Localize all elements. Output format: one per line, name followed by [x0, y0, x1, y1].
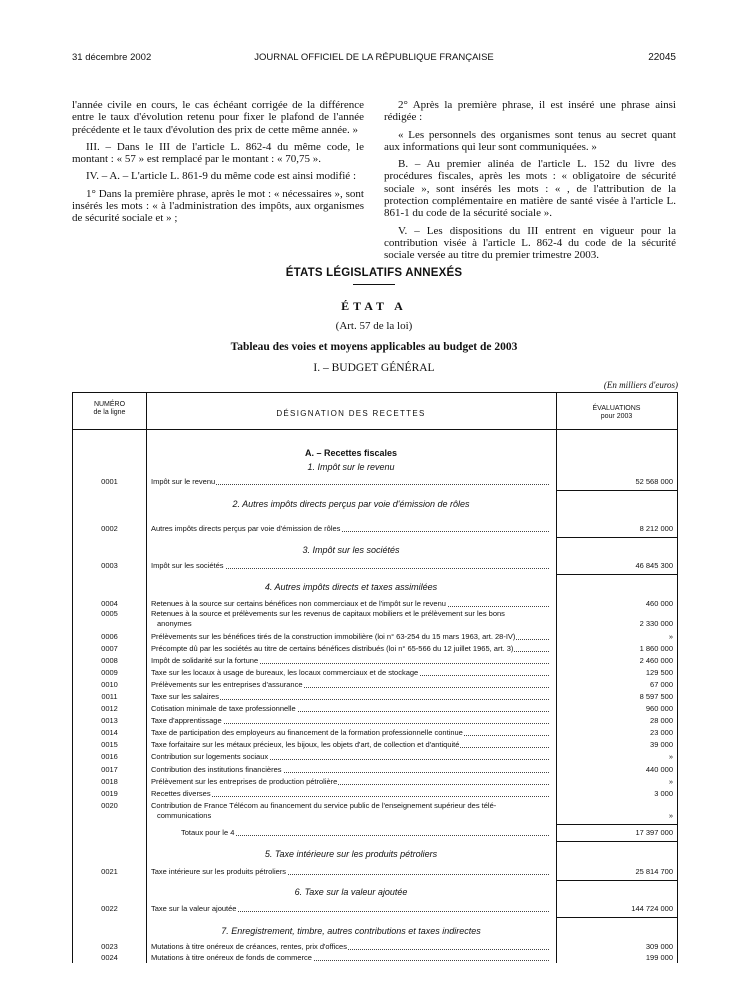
column-header-evaluations — [556, 405, 677, 421]
designation: Taxe d'apprentissage — [151, 716, 551, 726]
line-number: 0018 — [101, 777, 118, 786]
section-heading: 5. Taxe intérieure sur les produits pétroliers — [264, 849, 438, 859]
designation: Prélèvement sur les entreprises de production pétrolière — [151, 777, 551, 787]
budget-table — [72, 392, 678, 963]
budget-title: I. – BUDGET GÉNÉRAL — [313, 362, 435, 374]
designation: Impôt de solidarité sur la fortune — [151, 656, 551, 666]
section-heading: A. – Recettes fiscales — [304, 448, 398, 458]
evaluation: 2 330 000 — [639, 619, 673, 628]
evaluation: » — [668, 777, 673, 786]
evaluation: 8 212 000 — [639, 524, 673, 533]
evaluation: 2 460 000 — [639, 656, 673, 665]
table-row — [73, 477, 677, 487]
designation: Retenues à la source sur certains bénéfices non commerciaux et de l'impôt sur le revenu — [151, 599, 551, 609]
evaluation: 3 000 — [654, 789, 673, 798]
line-number: 0024 — [101, 953, 118, 962]
section-heading: 7. Enregistrement, timbre, autres contributions et taxes indirectes — [221, 926, 481, 936]
evaluation: 28 000 — [650, 716, 673, 725]
header-journal-title: JOURNAL OFFICIEL DE LA RÉPUBLIQUE FRANÇAISE — [254, 52, 494, 63]
table-row — [73, 656, 677, 666]
divider — [353, 284, 395, 285]
page-header — [72, 50, 676, 66]
designation-line: Retenues à la source et prélèvements sur les revenus de capitaux mobiliers et le prélèvement sur les bons — [151, 609, 505, 618]
table-row — [73, 668, 677, 678]
evaluation: 440 000 — [645, 765, 673, 774]
section-heading: 2. Autres impôts directs perçus par voie d'émission de rôles — [232, 499, 470, 509]
table-row — [73, 692, 677, 702]
line-number: 0013 — [101, 716, 118, 725]
line-number: 0006 — [101, 632, 118, 641]
designation: Cotisation minimale de taxe professionnelle — [151, 704, 551, 714]
line-number: 0009 — [101, 668, 118, 677]
evaluation: » — [668, 811, 673, 820]
table-row — [73, 644, 677, 654]
evaluation: » — [668, 752, 673, 761]
evaluation: 129 500 — [645, 668, 673, 677]
evaluation: 46 845 300 — [635, 561, 673, 570]
evaluation: 1 860 000 — [639, 644, 673, 653]
line-number: 0017 — [101, 765, 118, 774]
evaluation: 960 000 — [645, 704, 673, 713]
evaluation: 8 597 500 — [639, 692, 673, 701]
section-heading: 3. Impôt sur les sociétés — [302, 545, 400, 555]
designation — [151, 801, 551, 820]
row-divider — [556, 574, 677, 575]
designation: Contribution sur logements sociaux — [151, 752, 551, 762]
designation: Précompte dû par les sociétés au titre de certains bénéfices distribués (loi n° 65-566 du 12 juillet 1965, art. 3) — [151, 644, 551, 654]
left-column — [72, 99, 364, 230]
paragraph: III. – Dans le III de l'article L. 862-4 du même code, le montant : « 57 » est remplacé par le montant : « 70,75 ». — [72, 140, 364, 166]
line-number: 0012 — [101, 704, 118, 713]
designation-line: anonymes — [157, 618, 192, 628]
paragraph: « Les personnels des organismes sont tenus au secret quant aux informations qui leur sont communiquées. » — [384, 128, 676, 153]
line-number: 0023 — [101, 942, 118, 951]
row-divider — [556, 824, 677, 825]
header-divider — [73, 429, 677, 430]
table-row — [73, 609, 677, 629]
row-divider — [556, 880, 677, 881]
column-header-numero — [73, 401, 146, 417]
line-number: 0002 — [101, 524, 118, 533]
line-number: 0010 — [101, 680, 118, 689]
etat-title: ÉTAT A — [341, 299, 407, 313]
column-header-designation: DÉSIGNATION DES RECETTES — [276, 409, 426, 418]
designation: Mutations à titre onéreux de fonds de commerce — [151, 953, 551, 963]
line-number: 0019 — [101, 789, 118, 798]
designation: Taxe forfaitaire sur les métaux précieux, les bijoux, les objets d'art, de collection et d'antiquité — [151, 740, 551, 750]
line-number: 0003 — [101, 561, 118, 570]
designation: Prélèvements sur les entreprises d'assurance — [151, 680, 551, 690]
line-number: 0001 — [101, 477, 118, 486]
paragraph: 2° Après la première phrase, il est inséré une phrase ainsi rédigée : — [384, 99, 676, 124]
line-number: 0011 — [101, 692, 118, 701]
paragraph: V. – Les dispositions du III entrent en vigueur pour la contribution visée à l'article L. 862-4 du code de la sécurité sociale versée au titre du premier trimestre 2003. — [384, 224, 676, 262]
evaluation: » — [668, 632, 673, 641]
designation: Recettes diverses — [151, 789, 551, 799]
table-row — [73, 740, 677, 750]
evaluation: 39 000 — [650, 740, 673, 749]
paragraph: 1° Dans la première phrase, après le mot : « nécessaires », sont insérés les mots : « à l'administration des impôts, aux organismes de sécurité sociale et » ; — [72, 187, 364, 225]
designation: Taxe intérieure sur les produits pétroliers — [151, 867, 551, 877]
row-divider — [556, 490, 677, 491]
line-number: 0020 — [101, 801, 118, 810]
evaluation: 199 000 — [645, 953, 673, 962]
table-row — [73, 801, 677, 821]
designation: Taxe de participation des employeurs au financement de la formation professionnelle continue — [151, 728, 551, 738]
designation — [151, 609, 551, 628]
table-row — [73, 942, 677, 952]
designation: Mutations à titre onéreux de créances, rentes, prix d'offices — [151, 942, 551, 952]
section-heading: 4. Autres impôts directs et taxes assimilées — [264, 582, 438, 592]
unit-note: (En milliers d'euros) — [603, 380, 678, 390]
table-row — [73, 904, 677, 914]
line-number: 0016 — [101, 752, 118, 761]
line-number: 0005 — [101, 609, 118, 618]
row-divider — [556, 917, 677, 918]
header-date: 31 décembre 2002 — [72, 52, 152, 63]
designation: Autres impôts directs perçus par voie d'émission de rôles — [151, 524, 551, 534]
row-divider — [556, 841, 677, 842]
right-column — [384, 99, 676, 267]
section-title: ÉTATS LÉGISLATIFS ANNEXÉS — [285, 267, 463, 279]
designation: Taxe sur les locaux à usage de bureaux, les locaux commerciaux et de stockage — [151, 668, 551, 678]
designation-line: Contribution de France Télécom au financement du service public de l'enseignement supérieur des télé- — [151, 801, 497, 810]
line-number: 0015 — [101, 740, 118, 749]
designation: Taxe sur la valeur ajoutée — [151, 904, 551, 914]
line-number: 0007 — [101, 644, 118, 653]
line-number: 0021 — [101, 867, 118, 876]
table-row — [73, 680, 677, 690]
line-number: 0014 — [101, 728, 118, 737]
table-row — [73, 867, 677, 877]
table-row — [73, 953, 677, 963]
total-row — [73, 828, 677, 838]
header-text: de la ligne — [93, 409, 126, 416]
paragraph: IV. – A. – L'article L. 861-9 du même code est ainsi modifié : — [86, 170, 356, 183]
row-divider — [556, 537, 677, 538]
total-label: Totaux pour le 4 — [181, 828, 551, 838]
evaluation: 23 000 — [650, 728, 673, 737]
header-page-number: 22045 — [648, 52, 676, 63]
table-row — [73, 765, 677, 775]
header-text: pour 2003 — [600, 413, 633, 420]
evaluation: 67 000 — [650, 680, 673, 689]
table-row — [73, 704, 677, 714]
table-title: Tableau des voies et moyens applicables au budget de 2003 — [230, 341, 518, 353]
line-number: 0004 — [101, 599, 118, 608]
header-text: NUMÉRO — [93, 401, 126, 408]
table-row — [73, 752, 677, 762]
line-number: 0022 — [101, 904, 118, 913]
paragraph: B. – Au premier alinéa de l'article L. 152 du livre des procédures fiscales, après les mots : « obligatoire de sécurité sociale », sont insérés les mots : « , de l'attribution de la protection complémentaire en matière de santé visée à l'article L. 861-1 du code de la sécurité sociale ». — [384, 158, 676, 220]
table-row — [73, 524, 677, 534]
evaluation: 144 724 000 — [631, 904, 673, 913]
table-row — [73, 632, 677, 642]
designation: Contribution des institutions financières — [151, 765, 551, 775]
table-row — [73, 599, 677, 609]
table-row — [73, 561, 677, 571]
table-row — [73, 716, 677, 726]
evaluation: 460 000 — [645, 599, 673, 608]
table-row — [73, 777, 677, 787]
article-reference: (Art. 57 de la loi) — [335, 320, 413, 332]
paragraph: l'année civile en cours, le cas échéant corrigée de la différence entre le taux d'évolution retenu pour fixer le plafond de l'année précédente et le taux d'évolution des prix de cette même année. » — [72, 99, 364, 136]
designation: Taxe sur les salaires — [151, 692, 551, 702]
header-text: ÉVALUATIONS — [592, 405, 641, 412]
designation: Impôt sur les sociétés — [151, 561, 551, 571]
designation-line: communications — [157, 810, 212, 820]
line-number: 0008 — [101, 656, 118, 665]
table-row — [73, 728, 677, 738]
section-heading: 1. Impôt sur le revenu — [307, 462, 395, 472]
evaluation: 52 568 000 — [635, 477, 673, 486]
total-value: 17 397 000 — [635, 828, 673, 837]
section-heading: 6. Taxe sur la valeur ajoutée — [294, 887, 408, 897]
evaluation: 25 814 700 — [635, 867, 673, 876]
evaluation: 309 000 — [645, 942, 673, 951]
designation: Prélèvements sur les bénéfices tirés de la construction immobilière (loi n° 63-254 du 15 mars 1963, art. 28-IV) — [151, 632, 551, 642]
table-row — [73, 789, 677, 799]
designation: Impôt sur le revenu — [151, 477, 551, 487]
